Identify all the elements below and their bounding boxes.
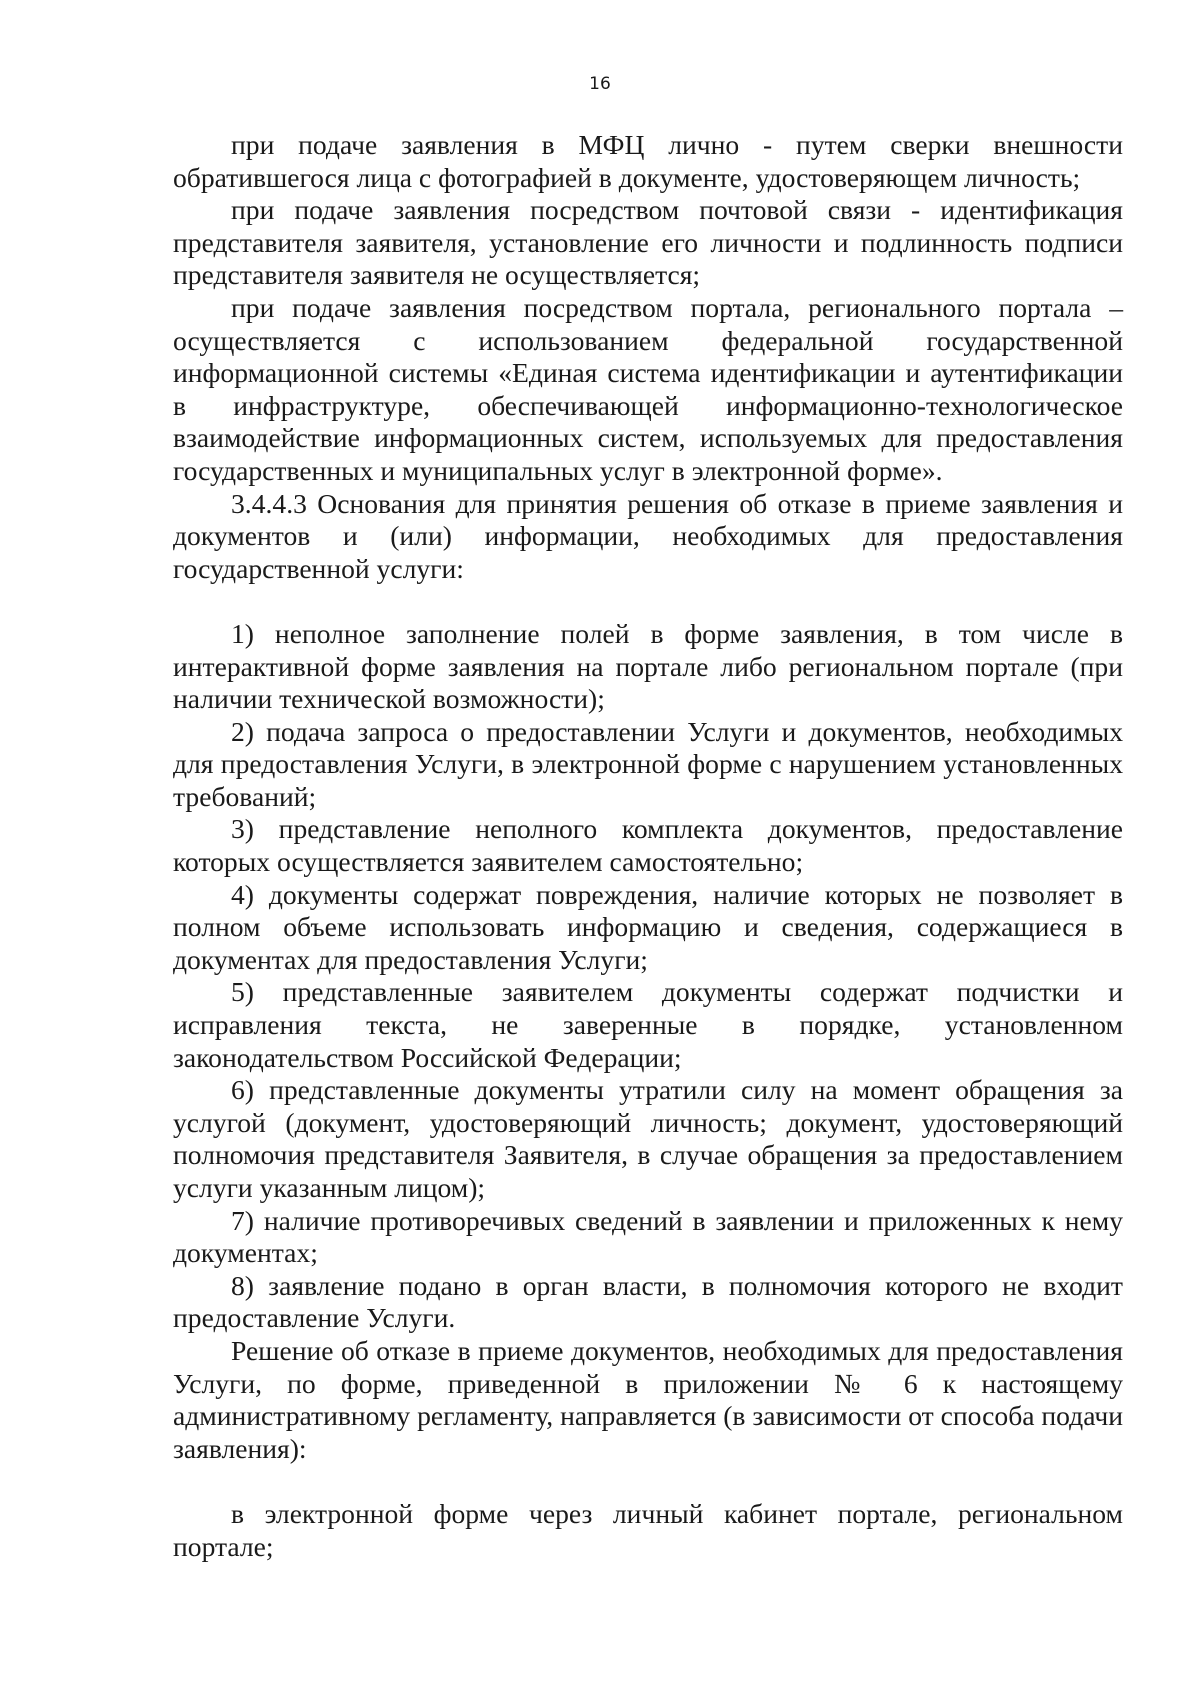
paragraph-mfc-identification: при подаче заявления в МФЦ лично - путем сверки внешности обратившегося лица с фотографией в документе, удостоверяющем личность; (173, 129, 1123, 193)
paragraph-postal-identification: при подаче заявления посредством почтовой связи - идентификация представителя заявителя, установление его личности и подлинность подписи представителя заявителя не осуществляется; (173, 194, 1123, 291)
list-item-8: 8) заявление подано в орган власти, в полномочия которого не входит предоставление Услуги. (173, 1269, 1123, 1334)
paragraph-refusal-decision: Решение об отказе в приеме документов, необходимых для предоставления Услуги, по форме, приведенной в приложении № 6 к настоящему административному регламенту, направляется (в зависимости от способа подачи заявления): (173, 1334, 1123, 1464)
list-item-2: 2) подача запроса о предоставлении Услуги и документов, необходимых для предоставления Услуги, в электронной форме с нарушением установленных требований; (173, 715, 1123, 812)
list-item-5: 5) представленные заявителем документы содержат подчистки и исправления текста, не заверенные в порядке, установленном законодательством Российской Федерации; (173, 976, 1123, 1073)
paragraph-electronic-form: в электронной форме через личный кабинет портале, региональном портале; (173, 1497, 1123, 1562)
document-body (173, 129, 1123, 1563)
list-item-3: 3) представление неполного комплекта документов, предоставление которых осуществляется заявителем самостоятельно; (173, 813, 1123, 878)
paragraph-portal-identification: при подаче заявления посредством портала, регионального портала – осуществляется с использованием федеральной государственной информационной системы «Единая система идентификации и аутентификации в инфраструктуре, обеспечивающей информационно-технологическое взаимодействие информационных систем, используемых для предоставления государственных и муниципальных услуг в электронной форме». (173, 291, 1123, 486)
list-item-4: 4) документы содержат повреждения, наличие которых не позволяет в полном объеме использовать информацию и сведения, содержащиеся в документах для предоставления Услуги; (173, 878, 1123, 975)
list-item-1: 1) неполное заполнение полей в форме заявления, в том числе в интерактивной форме заявления на портале либо региональном портале (при наличии технической возможности); (173, 617, 1123, 715)
page-number: 16 (589, 74, 611, 94)
paragraph-section-3-4-4-3: 3.4.4.3 Основания для принятия решения об отказе в приеме заявления и документов и (или) информации, необходимых для предоставления государственной услуги: (173, 487, 1123, 584)
list-item-7: 7) наличие противоречивых сведений в заявлении и приложенных к нему документах; (173, 1204, 1123, 1269)
list-item-6: 6) представленные документы утратили силу на момент обращения за услугой (документ, удостоверяющий личность; документ, удостоверяющий полномочия представителя Заявителя, в случае обращения за предоставлением услуги указанным лицом); (173, 1074, 1123, 1203)
